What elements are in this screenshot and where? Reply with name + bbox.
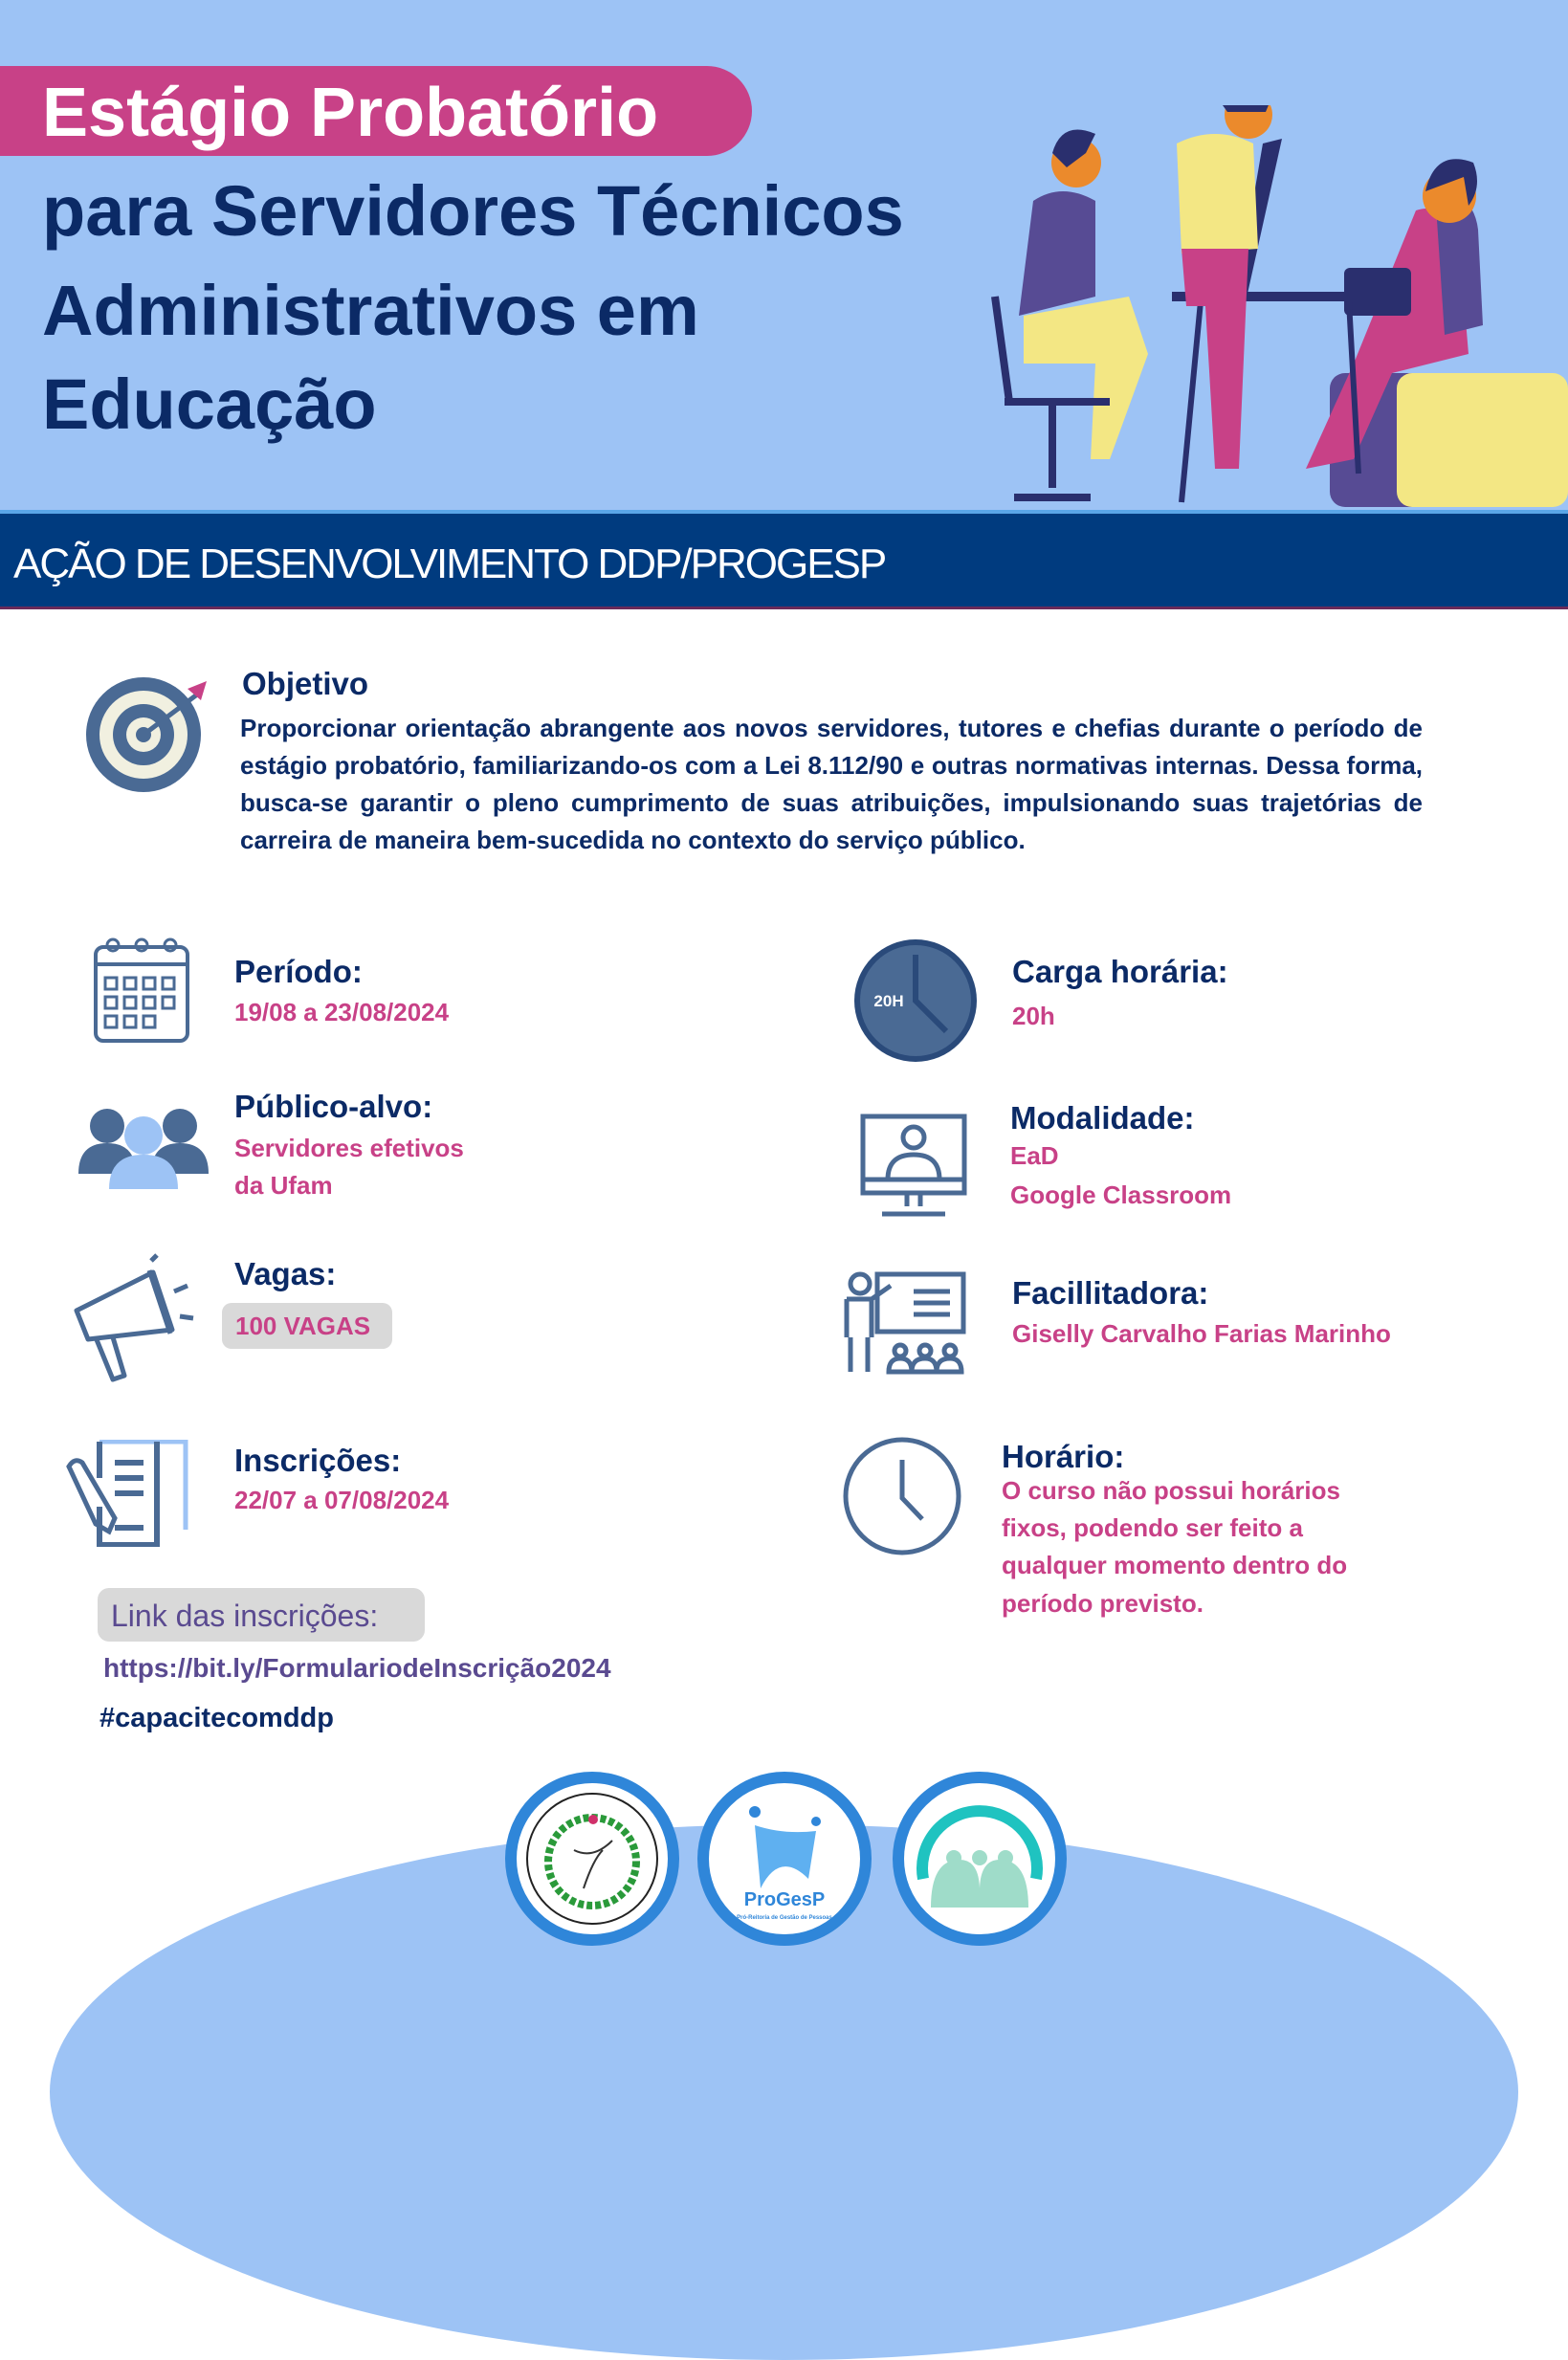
facilitadora-value: Giselly Carvalho Farias Marinho xyxy=(1012,1319,1391,1348)
megaphone-icon xyxy=(67,1253,196,1382)
publico-line: da Ufam xyxy=(234,1171,333,1200)
people-group-icon xyxy=(77,1105,210,1191)
modalidade-line: Google Classroom xyxy=(1010,1180,1232,1209)
hashtag: #capacitecomddp xyxy=(99,1703,334,1733)
progesp-text: ProGesP xyxy=(743,1889,826,1910)
publico-line: Servidores efetivos xyxy=(234,1134,464,1162)
horario-line: fixos, podendo ser feito a xyxy=(1002,1513,1303,1542)
horario-line: O curso não possui horários xyxy=(1002,1476,1340,1505)
progesp-subtext: Pró-Reitoria de Gestão de Pessoas xyxy=(737,1915,832,1921)
inscricoes-label: Inscrições: xyxy=(234,1443,402,1478)
inscricoes-value: 22/07 a 07/08/2024 xyxy=(234,1486,450,1514)
horario-line: período previsto. xyxy=(1002,1589,1204,1618)
clock-20h-icon xyxy=(850,936,981,1066)
publico-label: Público-alvo: xyxy=(234,1089,433,1124)
presenter-icon xyxy=(835,1270,969,1378)
periodo-label: Período: xyxy=(234,954,363,989)
team-illustration xyxy=(966,105,1568,512)
objetivo-label: Objetivo xyxy=(242,666,369,701)
facilitadora-label: Facillitadora: xyxy=(1012,1275,1209,1311)
carga-value: 20h xyxy=(1012,1002,1055,1030)
link-label: Link das inscrições: xyxy=(111,1599,379,1633)
modalidade-label: Modalidade: xyxy=(1010,1100,1195,1136)
title-highlight-text: Estágio Probatório xyxy=(42,75,659,151)
vagas-badge xyxy=(222,1303,392,1349)
modalidade-line: EaD xyxy=(1010,1141,1059,1170)
carga-label: Carga horária: xyxy=(1012,954,1228,989)
progesp-logo xyxy=(697,1772,872,1946)
computer-user-icon xyxy=(859,1113,968,1222)
action-band xyxy=(0,510,1568,609)
objetivo-text: Proporcionar orientação abrangente aos novos servidores, tutores e chefias durante o período de estágio probatório, familiarizando-os com a Lei 8.112/90 e outras normativas internas. Dessa forma, busca-se garantir o pleno cumprimento de suas atribuições, impulsionando suas trajetórias de carreira de maneira bem-sucedida no contexto do serviço público. xyxy=(240,714,1423,854)
horario-label: Horário: xyxy=(1002,1439,1125,1474)
clock-label: 20H xyxy=(873,992,904,1010)
title-line: para Servidores Técnicos xyxy=(42,171,904,251)
target-icon xyxy=(84,670,213,794)
title-line: Educação xyxy=(42,364,377,444)
band-text: AÇÃO DE DESENVOLVIMENTO DDP/PROGESP xyxy=(13,540,886,587)
vagas-value: 100 VAGAS xyxy=(235,1312,371,1340)
registration-link[interactable]: https://bit.ly/FormulariodeInscrição2024 xyxy=(103,1653,611,1683)
link-label-badge xyxy=(98,1588,425,1642)
ufam-logo xyxy=(505,1772,679,1946)
ddp-logo xyxy=(893,1772,1067,1946)
form-writing-icon xyxy=(63,1440,197,1547)
horario-line: qualquer momento dentro do xyxy=(1002,1551,1348,1579)
calendar-icon xyxy=(92,936,193,1047)
title-line: Administrativos em xyxy=(42,271,699,350)
vagas-label: Vagas: xyxy=(234,1256,337,1291)
periodo-value: 19/08 a 23/08/2024 xyxy=(234,998,450,1026)
clock-icon xyxy=(842,1435,962,1557)
title-highlight xyxy=(0,66,752,156)
